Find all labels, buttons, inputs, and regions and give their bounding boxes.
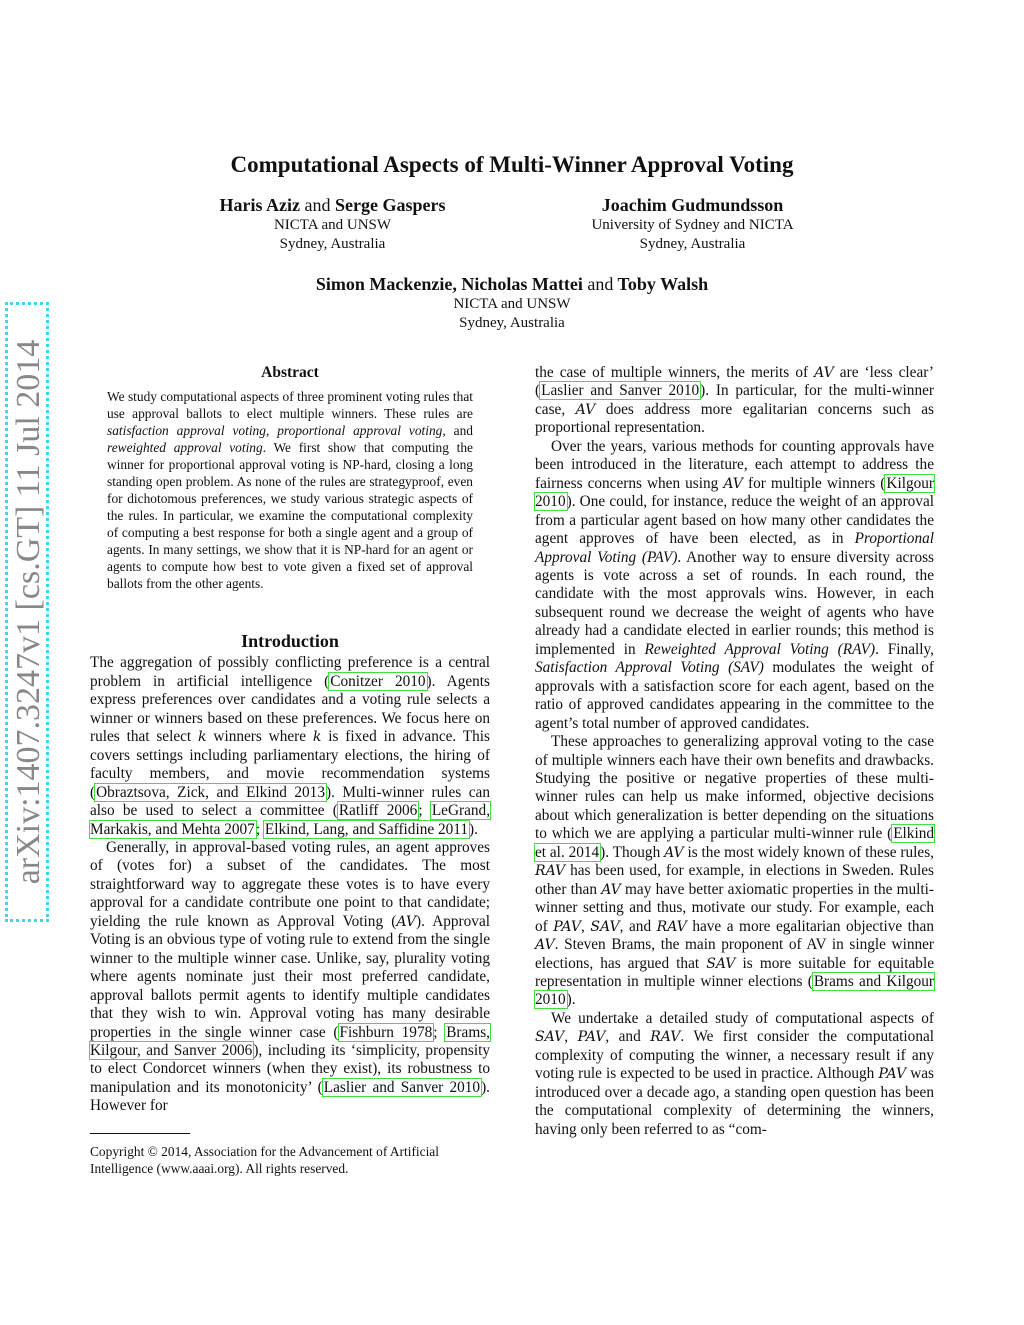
citation-link[interactable]: Kilgour 2010 — [535, 474, 934, 511]
right-paragraph-4: We undertake a detailed study of computational aspects of SAV, PAV, and RAV. We first consider the computational complexity of computing the winner, a necessary result if any voting rule is expected to be used in practice. Although PAV was introduced over a decade ago, a standing open question has been the computational complexity of determining the winners, having only been referred to as “com- — [535, 1009, 935, 1138]
citation-link[interactable]: Brams, Kilgour, and Sanver 2006 — [90, 1023, 490, 1059]
right-paragraph-1: the case of multiple winners, the merits of AV are ‘less clear’ (Laslier and Sanver 2010). In particular, for the multi-winner case, AV does address more egalitarian concerns such as proportional representation. — [535, 364, 935, 437]
citation-link[interactable]: Elkind, Lang, and Saffidine 2011 — [264, 820, 468, 838]
citation-link[interactable]: Laslier and Sanver 2010 — [323, 1078, 481, 1096]
citation-link[interactable]: Ratliff 2006 — [338, 802, 418, 820]
footnote-rule — [90, 1133, 190, 1134]
citation-link[interactable]: Laslier and Sanver 2010 — [541, 382, 700, 400]
paper-title: Computational Aspects of Multi-Winner Approval Voting — [230, 152, 794, 177]
intro-paragraph-1: The aggregation of possibly conflicting preference is a central problem in artificial intelligence (Conitzer 2010). Agents express preferences over candidates and a voting rule selects a winner or winners based on these preferences. We focus here on rules that select k winners where k is fixed in advance. This covers settings including parliamentary elections, the hiring of faculty members, and movie recommendation systems (Obraztsova, Zick, and Elkind 2013). Multi-winner rules can also be used to select a committee (Ratliff 2006; LeGrand, Markakis, and Mehta 2007; Elkind, Lang, and Saffidine 2011). — [90, 654, 491, 838]
abstract — [107, 364, 473, 592]
affiliation: NICTA and UNSW — [453, 296, 571, 312]
author-block-3 — [200, 273, 824, 333]
abstract-text: We study computational aspects of three prominent voting rules that use approval ballots to elect multiple winners. These rules are satisfaction approval voting, proportional approval voting, and reweighted approval voting. We first show that computing the winner for proportional approval voting is NP-hard, closing a long standing open problem. As none of the rules are strategyproof, even for dichotomous preferences, we study various strategic aspects of the rules. In particular, we examine the computational complexity of computing a best response for both a single agent and a group of agents. In many settings, we show that it is NP-hard for an agent or agents to compute how best to vote given a fixed set of approval ballots from the other agents. — [107, 389, 473, 591]
copyright-footnote: Copyright © 2014, Association for the Advancement of Artificial Intelligence (www.aaai.org). All rights reserved. — [90, 1144, 439, 1176]
citation-link[interactable]: Brams and Kilgour 2010 — [535, 972, 934, 1009]
right-paragraph-3: These approaches to generalizing approval voting to the case of multiple winners each have their own benefits and drawbacks. Studying the positive or negative properties of these multi-winner rules can help us make informed, objective decisions about which generalization is better depending on the situations to which we are applying a particular multi-winner rule (Elkind et al. 2014). Though AV is the most widely known of these rules, RAV has been used, for example, in elections in Sweden. Rules other than AV may have better axiomatic properties in the multi-winner setting and thus, motivate our study. For example, each of PAV, SAV, and RAV have a more egalitarian objective than AV. Steven Brams, the main proponent of AV in single winner elections, has argued that SAV is more suitable for equitable representation in multiple winner elections (Brams and Kilgour 2010). — [535, 733, 934, 1009]
citation-link[interactable]: Elkind et al. 2014 — [535, 825, 934, 861]
location: Sydney, Australia — [459, 315, 565, 331]
location: Sydney, Australia — [639, 236, 746, 252]
author-name: Haris Aziz — [219, 195, 300, 215]
citation-link[interactable]: Obraztsova, Zick, and Elkind 2013 — [96, 783, 325, 801]
citation-link[interactable]: Fishburn 1978 — [339, 1023, 433, 1041]
citation-link[interactable]: LeGrand, Markakis, and Mehta 2007 — [90, 802, 491, 838]
author-name: Joachim Gudmundsson — [601, 195, 784, 215]
affiliation: NICTA and UNSW — [273, 217, 392, 233]
affiliation: University of Sydney and NICTA — [591, 217, 794, 233]
location: Sydney, Australia — [279, 236, 386, 252]
right-column — [535, 364, 934, 1139]
author-name: Toby Walsh — [617, 274, 709, 294]
introduction-section — [90, 632, 490, 1116]
author-block-2 — [560, 194, 825, 254]
abstract-heading: Abstract — [261, 364, 319, 381]
intro-paragraph-2: Generally, in approval-based voting rules, an agent approves of (votes for) a subset of the candidates. The most straightforward way to aggregate these votes is to have every approval for a candidate contribute one point to that candidate; yielding the rule known as Approval Voting (AV). Approval Voting is an obvious type of voting rule to extend from the single winner to the multiple winner case. Unlike, say, plurality voting where agents nominate just their most preferred candidate, approval ballots permit agents to identify multiple candidates that they wish to win. Approval voting has many desirable properties in the single winner case (Fishburn 1978; Brams, Kilgour, and Sanver 2006), including its ‘simplicity, propensity to elect Condorcet winners (when they exist), its robustness to manipulation and its monotonicity’ (Laslier and Sanver 2010). However for — [90, 838, 490, 1115]
arxiv-stamp-link[interactable]: arXiv:1407.3247v1 [cs.GT] 11 Jul 2014 — [5, 302, 49, 922]
introduction-heading: Introduction — [241, 631, 339, 651]
author-name: Serge Gaspers — [335, 195, 446, 215]
author-name: Simon Mackenzie, Nicholas Mattei — [315, 274, 583, 294]
right-paragraph-2: Over the years, various methods for counting approvals have been introduced in the literature, each attempt to address the fairness concerns when using AV for multiple winners (Kilgour 2010). One could, for instance, reduce the weight of an approval from a particular agent based on how many other candidates the agent approves of have been elected, as in Proportional Approval Voting (PAV). Another way to ensure diversity across agents is vote across a set of rounds. In each round, the candidate with the most approvals wins. However, in each subsequent round we decrease the weight of agents who have already had a candidate elected in earlier rounds; this method is implemented in Reweighted Approval Voting (RAV). Finally, Satisfaction Approval Voting (SAV) modulates the weight of approvals with a satisfaction score for each agent, based on the ratio of approved candidates appearing in the committee to the agent’s total number of approved candidates. — [535, 437, 934, 732]
author-and: and — [587, 274, 614, 294]
citation-link[interactable]: Conitzer 2010 — [330, 672, 426, 690]
author-and: and — [304, 195, 331, 215]
author-block-1 — [170, 194, 495, 254]
